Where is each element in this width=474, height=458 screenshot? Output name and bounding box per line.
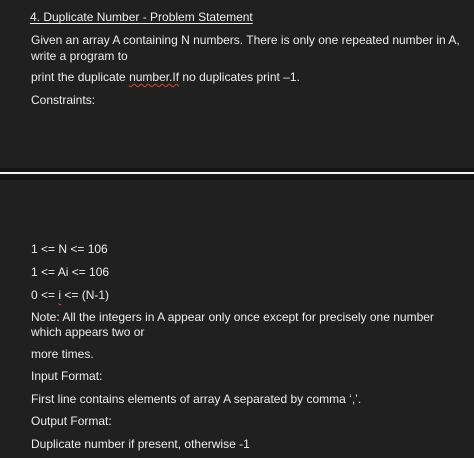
statement-line-3-part-a: print the duplicate: [31, 70, 130, 84]
constraint-ai: 1 <= Ai <= 106: [31, 265, 110, 279]
problem-title: 4. Duplicate Number - Problem Statement: [30, 10, 253, 24]
document-page-top: [0, 0, 474, 168]
input-format-description: First line contains elements of array A separated by comma ‘,’.: [31, 392, 362, 406]
constraint-i: [31, 287, 109, 303]
statement-line-1: Given an array A containing N numbers. There is only one repeated number in A,: [31, 33, 460, 47]
output-format-description: Duplicate number if present, otherwise -1: [31, 437, 250, 451]
input-format-heading: Input Format:: [31, 369, 103, 383]
constraint-i-part-c: <= (N-1): [61, 288, 110, 302]
spellcheck-word-number: number.If: [129, 70, 180, 84]
page-break: [0, 168, 474, 180]
output-format-heading: Output Format:: [31, 414, 112, 428]
note-line-3: more times.: [31, 347, 94, 361]
constraint-n: 1 <= N <= 106: [31, 242, 108, 256]
constraints-heading: Constraints:: [31, 93, 96, 107]
note-line-1: Note: All the integers in A appear only once except for precisely one number: [31, 310, 434, 324]
statement-line-2: write a program to: [31, 49, 128, 63]
statement-line-3-part-c: no duplicates print –1.: [179, 70, 300, 84]
statement-line-3: [31, 69, 300, 85]
spellcheck-word-i: i: [58, 288, 62, 302]
page-divider: [0, 172, 474, 174]
note-line-2: which appears two or: [31, 325, 145, 339]
constraint-i-part-a: 0 <=: [31, 288, 59, 302]
